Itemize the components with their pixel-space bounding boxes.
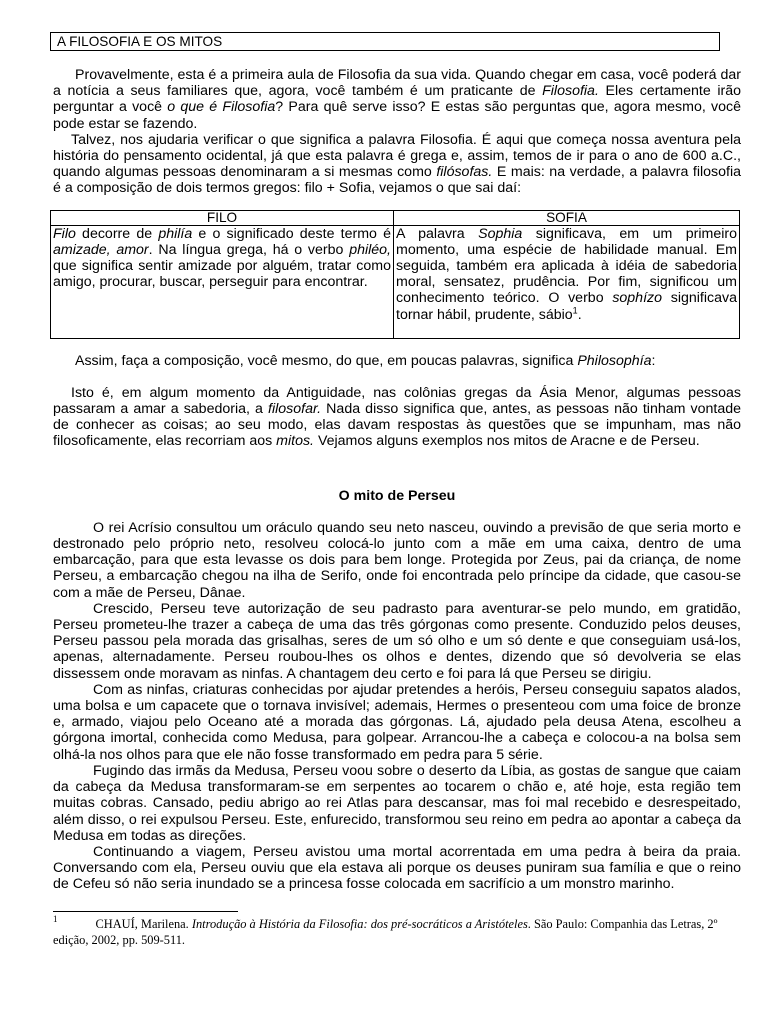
myth-paragraph: Continuando a viagem, Perseu avistou uma mortal acorrentada em uma pedra à beira da praia. Conversando com ela, Perseu ouviu que ela estava ali porque os deuses puniram sua família e que o reino de Cefeu só não seria inundado se a princesa fosse colocada em sacrifício a um monstro marinho. — [53, 843, 741, 893]
page-title: A FILOSOFIA E OS MITOS — [50, 32, 720, 51]
footnote-divider — [53, 911, 238, 912]
myth-paragraph: Com as ninfas, criaturas conhecidas por ajudar pretendes a heróis, Perseu conseguiu sapatos alados, uma bolsa e um capacete que o tornava invisível; ademais, Hermes o presenteou com uma foice de bronze e, armado, viajou pelo Oceano até a morada das górgonas. Lá, ajudado pela deusa Atena, escolheu a górgona imortal, conhecida como Medusa, para golpear. Arrancou-lhe a cabeça e colocou-a na bolsa sem olhá-la nos olhos para que ele não fosse transformado em pedra para 5 série. — [53, 681, 741, 763]
myth-title: O mito de Perseu — [338, 487, 456, 504]
footnote-reference[interactable]: 1 — [572, 304, 578, 315]
composition-paragraph: Assim, faça a composição, você mesmo, do que, em poucas palavras, significa Philosophía: — [75, 352, 656, 369]
footnote: $^1$ CHAUÍ, Marilena. Introdução à História da Filosofia: dos pré-socráticos a Aristóteles. São Paulo: Companhia das Letras, 2º edição, 2002, pp. 509-511. — [53, 914, 718, 947]
myth-paragraph: Fugindo das irmãs da Medusa, Perseu voou sobre o deserto da Líbia, as gostas de sangue que caiam da cabeça da Medusa transformaram-se em serpentes ao tocarem o chão e, até hoje, esta região tem muitas cobras. Cansado, pediu abrigo ao rei Atlas para descansar, mas foi mal recebido e desrespeitado, além disso, o rei expulsou Perseu. Este, enfurecido, transformou seu reino em pedra ao apontar a cabeça da Medusa em todas as direções. — [53, 762, 741, 844]
table-header-filo: FILO — [51, 210, 394, 225]
sofia-definition-cell: A palavra Sophia significava, em um primeiro momento, uma espécie de habilidade manual. Em seguida, também era aplicada à idéia de sabedoria moral, sensatez, prudência. Por fim, significou um conhecimento teórico. O verbo sophízo significava tornar hábil, prudente, sábio$^1$. — [394, 225, 740, 338]
myth-paragraph: O rei Acrísio consultou um oráculo quando seu neto nasceu, ouvindo a previsão de que seria morto e destronado pelo próprio neto, resolveu colocá-lo junto com a mãe em uma caixa, dentro de uma embarcação, para que esta levasse os dois para bem longe. Protegida por Zeus, pai da criança, de nome Perseu, a embarcação chegou na ilha de Serifo, onde foi encontrada pelo príncipe da cidade, que casou-se com a mãe de Perseu, Dânae. — [53, 519, 741, 601]
filo-definition-cell: Filo decorre de philía e o significado deste termo é amizade, amor. Na língua grega, há o verbo philéo, que significa sentir amizade por alguém, tratar como amigo, procurar, buscar, perseguir para encontrar. — [51, 225, 394, 338]
intro-paragraph-2: Talvez, nos ajudaria verificar o que significa a palavra Filosofia. É aqui que começa nossa aventura pela história do pensamento ocidental, já que esta palavra é grega e, assim, temos de ir para o ano de 600 a.C., quando algumas pessoas denominaram a si mesmas como filósofas. E mais: na verdade, a palavra filosofia é a composição de dois termos gregos: filo + Sofia, vejamos o que sai daí: — [53, 131, 741, 197]
history-paragraph: Isto é, em algum momento da Antiguidade, nas colônias gregas da Ásia Menor, algumas pessoas passaram a amar a sabedoria, a filosofar. Nada disso significa que, antes, as pessoas não tinham vontade de conhecer as coisas; ao seu modo, elas davam respostas às questões que se impunham, mas não filosoficamente, elas recorriam aos mitos. Vejamos alguns exemplos nos mitos de Aracne e de Perseu. — [53, 384, 741, 450]
footnote-mark: 1 — [53, 914, 58, 925]
intro-paragraph-1: Provavelmente, esta é a primeira aula de Filosofia da sua vida. Quando chegar em casa, você poderá dar a notícia a seus familiares que, agora, você também é um praticante de Filosofia. Eles certamente irão perguntar a você o que é Filosofia? Para quê serve isso? E estas são perguntas que, agora mesmo, você pode estar se fazendo. — [53, 67, 741, 132]
myth-paragraph: Crescido, Perseu teve autorização de seu padrasto para aventurar-se pelo mundo, em gratidão, Perseu prometeu-lhe trazer a cabeça de uma das três górgonas como presente. Conduzido pelos deuses, Perseu passou pela morada das grisalhas, seres de um só olho e um só dente e que conseguiam usá-los, apenas, alternadamente. Perseu roubou-lhes os olhos e dentes, dizendo que só devolveria se elas dissessem onde moravam as ninfas. A chantagem deu certo e foi para lá que Perseu se dirigiu. — [53, 600, 741, 682]
etymology-table — [50, 210, 740, 339]
document-page — [53, 32, 741, 948]
table-header-sofia: SOFIA — [394, 210, 740, 225]
